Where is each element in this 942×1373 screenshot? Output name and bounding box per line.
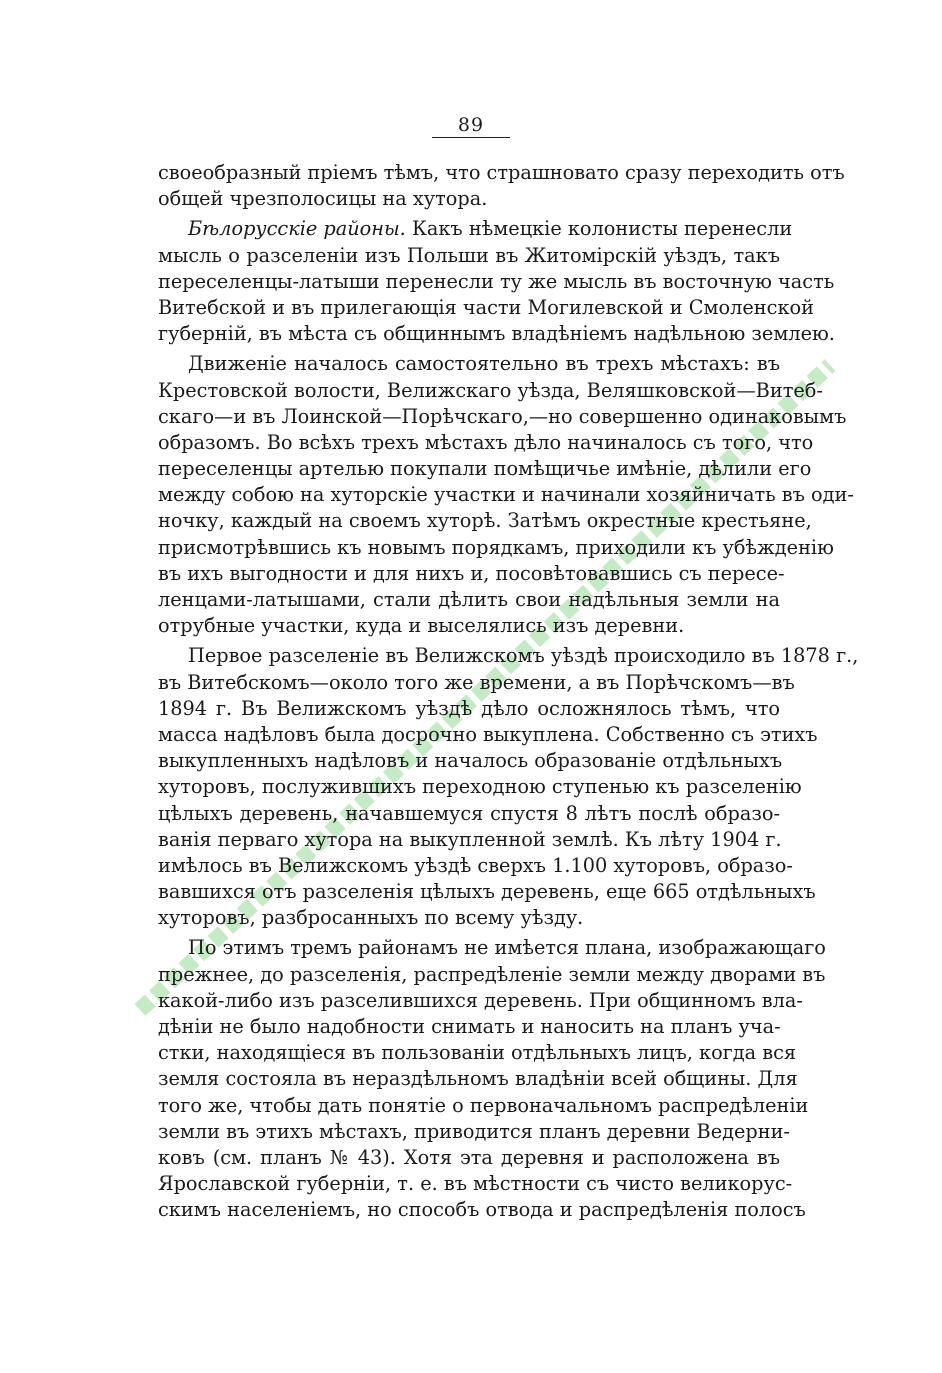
text-line: земля состояла въ нераздѣльномъ владѣніи всей общины. Для [158,1067,798,1091]
text-line: имѣлось въ Велижскомъ уѣздѣ сверхъ 1.100 хуторовъ, образо- [158,853,793,877]
text-line: 1894 г. Въ Велижскомъ уѣздѣ дѣло осложнялось тѣмъ, что [158,696,780,720]
text-line: хуторовъ, разбросанныхъ по всему уѣзду. [158,906,584,930]
text-line: Ярославской губерніи, т. е. въ мѣстности съ чисто великорус- [158,1172,793,1196]
text-line: въ ихъ выгодности и для нихъ и, посовѣтовавшись съ пересе- [158,561,785,585]
text-line: цѣлыхъ деревень, начавшемуся спустя 8 лѣтъ послѣ образо- [158,801,780,825]
text-line: выкупленныхъ надѣловъ и началось образованіе отдѣльныхъ [158,749,783,773]
text-line: скимъ населеніемъ, но способъ отвода и распредѣленія полосъ [158,1198,806,1222]
text-line: масса надѣловъ была досрочно выкуплена. Собственно съ этихъ [158,722,818,746]
text-line: между собою на хуторскіе участки и начинали хозяйничать въ оди- [158,483,854,507]
section-heading: Бѣлорусскіе районы. [188,217,406,241]
text-line: въ Витебскомъ—около того же времени, а въ Порѣчскомъ—въ [158,670,795,694]
text-line: какой-либо изъ разселившихся деревень. При общинномъ вла- [158,988,803,1012]
text-line: скаго—и въ Лоинской—Порѣчскаго,—но совершенно одинаковымъ [158,404,847,428]
text-line: того же, чтобы дать понятіе о первоначальномъ распредѣленіи [158,1093,809,1117]
page-number: 89 [457,114,485,136]
text-line: ванія перваго хутора на выкупленной землѣ. Къ лѣту 1904 г. [158,827,782,851]
text-line-rest: Какъ нѣмецкіе колонисты перенесли [411,217,793,241]
text-line: Движеніе началось самостоятельно въ трехъ мѣстахъ: въ [188,352,780,376]
text-line: переселенцы артелью покупали помѣщичье имѣніе, дѣлили его [158,457,812,481]
text-line: дѣніи не было надобности снимать и наносить на планъ уча- [158,1015,781,1038]
text-line: Витебской и въ прилегающія части Могилевской и Смоленской [158,295,814,319]
text-line: присмотрѣвшись къ новымъ порядкамъ, приходили къ убѣжденію [158,535,834,559]
text-line: общей чрезполосицы на хутора. [158,187,488,211]
text-line: земли въ этихъ мѣстахъ, приводится планъ деревни Ведерни- [158,1119,790,1143]
body-text [158,160,859,1224]
text-line: своеобразный пріемъ тѣмъ, что страшновато сразу переходить отъ [158,161,845,184]
text-line: образомъ. Во всѣхъ трехъ мѣстахъ дѣло начиналось съ того, что [158,430,814,454]
text-line: По этимъ тремъ районамъ не имѣется плана, изображающаго [188,936,826,960]
text-line: Первое разселеніе въ Велижскомъ уѣздѣ происходило въ 1878 г., [188,644,859,668]
text-line [158,216,793,242]
text-line: ленцами-латышами, стали дѣлить свои надѣльныя земли на [158,588,780,611]
text-line: ночку, каждый на своемъ хуторѣ. Затѣмъ окрестные крестьяне, [158,509,812,533]
text-line: мысль о разселеніи изъ Польши въ Житомірскій уѣздъ, такъ [158,243,780,267]
text-line: вавшихся отъ разселенія цѣлыхъ деревень, еще 665 отдѣльныхъ [158,880,816,904]
text-line: стки, находящіеся въ пользованіи отдѣльныхъ лицъ, когда вся [158,1041,797,1065]
text-line: хуторовъ, послужившихъ переходною ступенью къ разселенію [158,775,802,799]
text-line: ковъ (см. планъ № 43). Хотя эта деревня и расположена въ [158,1145,780,1169]
text-line: отрубные участки, куда и выселялись изъ деревни. [158,614,685,638]
page-number-rule [432,137,510,138]
text-line: губерній, въ мѣста съ общиннымъ владѣніемъ надѣльною землею. [158,322,835,346]
text-line: Крестовской волости, Велижскаго уѣзда, Веляшковской—Витеб- [158,378,823,402]
text-line: переселенцы-латыши перенесли ту же мысль въ восточную часть [158,269,835,293]
text-line: прежнее, до разселенія, распредѣленіе земли между дворами въ [158,962,826,986]
